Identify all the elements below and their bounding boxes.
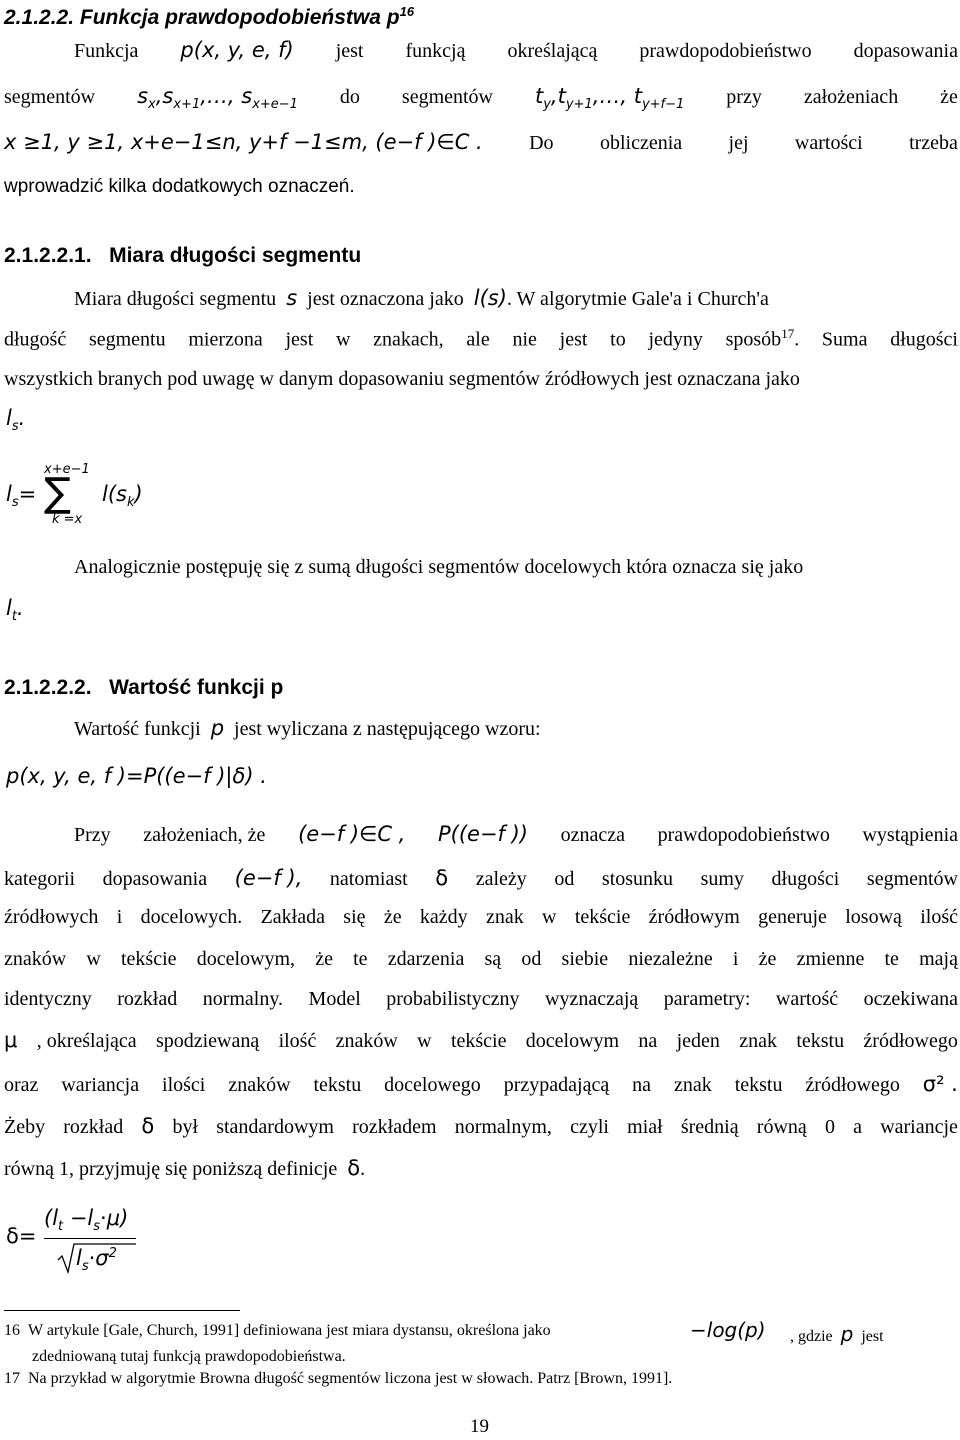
footnote-17: 17 Na przykład w algorytmie Browna długość segmentów liczona jest w słowach. Patrz [Brown, 1991]. <box>4 1370 673 1387</box>
paragraph-line: Żeby rozkład δ był standardowym rozkładem normalnym, czyli miał średnią równą 0 a wariancje <box>4 1114 958 1138</box>
word: jej <box>728 132 749 154</box>
paragraph-line: znaków w tekście docelowym, że te zdarzenia są od siebie niezależne i że zmienne te mają <box>4 948 958 970</box>
footnote-math: −log(p) <box>690 1318 766 1342</box>
footnote-rule <box>4 1310 240 1311</box>
word: określającą <box>507 40 598 62</box>
footnote-16: 16 W artykule [Gale, Church, 1991] definiowana jest miara dystansu, określona jako <box>4 1322 551 1339</box>
paragraph-line: Analogicznie postępuję się z sumą długości segmentów docelowych która oznacza się jako <box>74 556 804 578</box>
word: że <box>940 86 958 108</box>
page-number: 19 <box>470 1416 489 1437</box>
math-inline: $t_y,t_{y+1},\dots$, $t_{y+f-1}$ <box>534 84 685 113</box>
sum-symbol: ∑ <box>44 470 71 516</box>
sum-lower-limit: k =x <box>52 512 83 527</box>
footnote-16-tail: , gdzie p jest <box>790 1322 884 1346</box>
paragraph-line: Wartość funkcji p jest wyliczana z następującego wzoru: <box>74 716 541 740</box>
section-number: 2.1.2.2. <box>4 6 75 29</box>
paragraph-line: wszystkich branych pod uwagę w danym dopasowaniu segmentów źródłowych jest oznaczana jako <box>4 368 800 390</box>
formula-p: p(x, y, e, f )=P((e−f )|δ) . <box>6 764 267 788</box>
paragraph-line: źródłowych i docelowych. Zakłada się że każdy znak w tekście źródłowym generuje losową ilość <box>4 906 958 928</box>
paragraph-line: identyczny rozkład normalny. Model probabilistyczny wyznaczają parametry: wartość oczekiwana <box>4 988 958 1010</box>
word: prawdopodobieństwo <box>639 40 812 62</box>
math-inline: $l_t$. <box>6 596 24 625</box>
delta-numerator: $(l_t -l_s\cdot\mu)$ <box>44 1206 129 1235</box>
paragraph-line: Miara długości segmentu s jest oznaczona jako l(s). W algorytmie Gale'a i Church'a <box>74 286 769 310</box>
subsection-heading <box>4 244 361 268</box>
paragraph-line: oraz wariancja ilości znaków tekstu docelowego przypadającą na znak tekstu źródłowego σ² . <box>4 1072 958 1096</box>
word: trzeba <box>909 132 958 154</box>
word: wartości <box>794 132 863 154</box>
footnote-ref: 16 <box>399 4 415 19</box>
paragraph-line: długość segmentu mierzona jest w znakach, ale nie jest to jedyny sposób$^{17}$. Suma długości <box>4 326 958 351</box>
paragraph-line <box>74 38 958 63</box>
word: Do <box>529 132 554 154</box>
footnote-ref: 17 <box>781 326 795 341</box>
delta-denominator: $l_s\cdot\sigma^2$ <box>76 1246 117 1275</box>
paragraph-line: kategorii dopasowania (e−f ), natomiast δ zależy od stosunku sumy długości segmentów <box>4 866 958 890</box>
paragraph-line: μ , określająca spodziewaną ilość znaków w tekście docelowym na jeden znak tekstu źródłowego <box>4 1028 958 1052</box>
paragraph-line: wprowadzić kilka dodatkowych oznaczeń. <box>4 176 355 197</box>
math-inline: x ≥1, y ≥1, x+e−1≤n, y+f −1≤m, (e−f )∈C . <box>4 130 483 154</box>
section-title: Miara długości segmentu <box>109 244 362 267</box>
fraction-bar <box>44 1238 136 1239</box>
sum-upper-limit: x+e−1 <box>44 462 90 477</box>
section-number: 2.1.2.2.2. <box>4 676 92 699</box>
footnote-16-line2: zdedniowaną tutaj funkcją prawdopodobieństwa. <box>32 1348 346 1365</box>
section-number: 2.1.2.2.1. <box>4 244 92 267</box>
paragraph-line <box>4 84 958 112</box>
document-page: 2.1.2.2. Funkcja prawdopodobieństwa $p^{16}$ Funkcja p(x, y, e, f) jest funkcją określającą prawdopodobieństwo dopasowania segmentów $s_x,s_{x+1},\dots$, $s_{x+e-1}$ do segmentów $t_y,t_{y+1},\dots$, $t_{y+f-1}$ przy założeniach że x ≥1, y ≥1, x+e−1≤n, y+f −1≤m, (e−f )∈C . Do obliczenia jej wartości trzeba wprowadzić kilka dodatkowych oznaczeń. 2.1.2.2.1. Miara długości segmentu Miara długości segmentu s jest oznaczona jako l(s). W algorytmie Gale'a i Church'a długość segmentu mierzona jest w znakach, ale nie jest to jedyny sposób$^{17}$. Suma długości wszystkich branych pod uwagę w danym dopasowaniu segmentów źródłowych jest oznaczana jako $l_s$. $l_s=$ x+e−1 ∑ k =x $l(s_k)$ Analogicznie postępuję się z sumą długości segmentów docelowych która oznacza się jako $l_t$. 2.1.2.2.2. Wartość funkcji p Wartość funkcji p jest wyliczana z następującego wzoru: p(x, y, e, f )=P((e−f )|δ) . Przy założeniach, że (e−f )∈C , P((e−f )) oznacza prawdopodobieństwo wystąpienia kategorii dopasowania (e−f ), natomiast δ zależy od stosunku sumy długości segmentów źródłowych i docelowych. Zakłada się że każdy znak w tekście źródłowym generuje losową ilość znaków w tekście docelowym, że te zdarzenia są od siebie niezależne i że zmienne te mają identyczny rozkład normalny. Model probabilistyczny wyznaczają parametry: wartość oczekiwana μ , określająca spodziewaną ilość znaków w tekście docelowym na jeden znak tekstu źródłowego oraz wariancja ilości znaków tekstu docelowego przypadającą na znak tekstu źródłowego σ² . Żeby rozkład δ był standardowym rozkładem normalnym, czyli miał średnią równą 0 a wariancje równą 1, przyjmuję się poniższą definicje δ. δ= $(l_t -l_s\cdot\mu)$ $l_s\cdot\sigma^2$ 16 W artykule [Gale, Church, 1991] definiowana jest miara dystansu, określona jako −log(p) , gdzie p jest zdedniowaną tutaj funkcją prawdopodobieństwa. 17 Na przykład w algorytmie Browna długość segmentów liczona jest w słowach. Patrz [Brown, 1991]. 19 <box>4 4 958 1437</box>
word: jest <box>335 40 364 62</box>
paragraph-line <box>4 130 958 155</box>
math-inline: $l_s$. <box>6 406 26 435</box>
word: przy <box>726 86 762 108</box>
word: segmentów <box>401 86 493 108</box>
paragraph-line: Przy założeniach, że (e−f )∈C , P((e−f )) oznacza prawdopodobieństwo wystąpienia <box>74 822 958 846</box>
math-inline: p(x, y, e, f) <box>180 38 294 62</box>
subsection-heading <box>4 676 283 700</box>
section-title: Funkcja prawdopodobieństwa p <box>79 6 400 29</box>
delta-lhs: δ= <box>6 1224 37 1248</box>
word: założeniach <box>803 86 899 108</box>
section-heading <box>4 4 414 30</box>
word: dopasowania <box>853 40 958 62</box>
word: segmentów <box>4 86 96 108</box>
math-inline: $s_x,s_{x+1},\dots$, $s_{x+e-1}$ <box>137 84 298 113</box>
paragraph-line: równą 1, przyjmuję się poniższą definicje δ. <box>4 1156 366 1180</box>
word: Funkcja <box>74 40 139 62</box>
word: do <box>339 86 360 108</box>
word: obliczenia <box>599 132 683 154</box>
word: funkcją <box>405 40 466 62</box>
section-title: Wartość funkcji p <box>109 676 284 699</box>
